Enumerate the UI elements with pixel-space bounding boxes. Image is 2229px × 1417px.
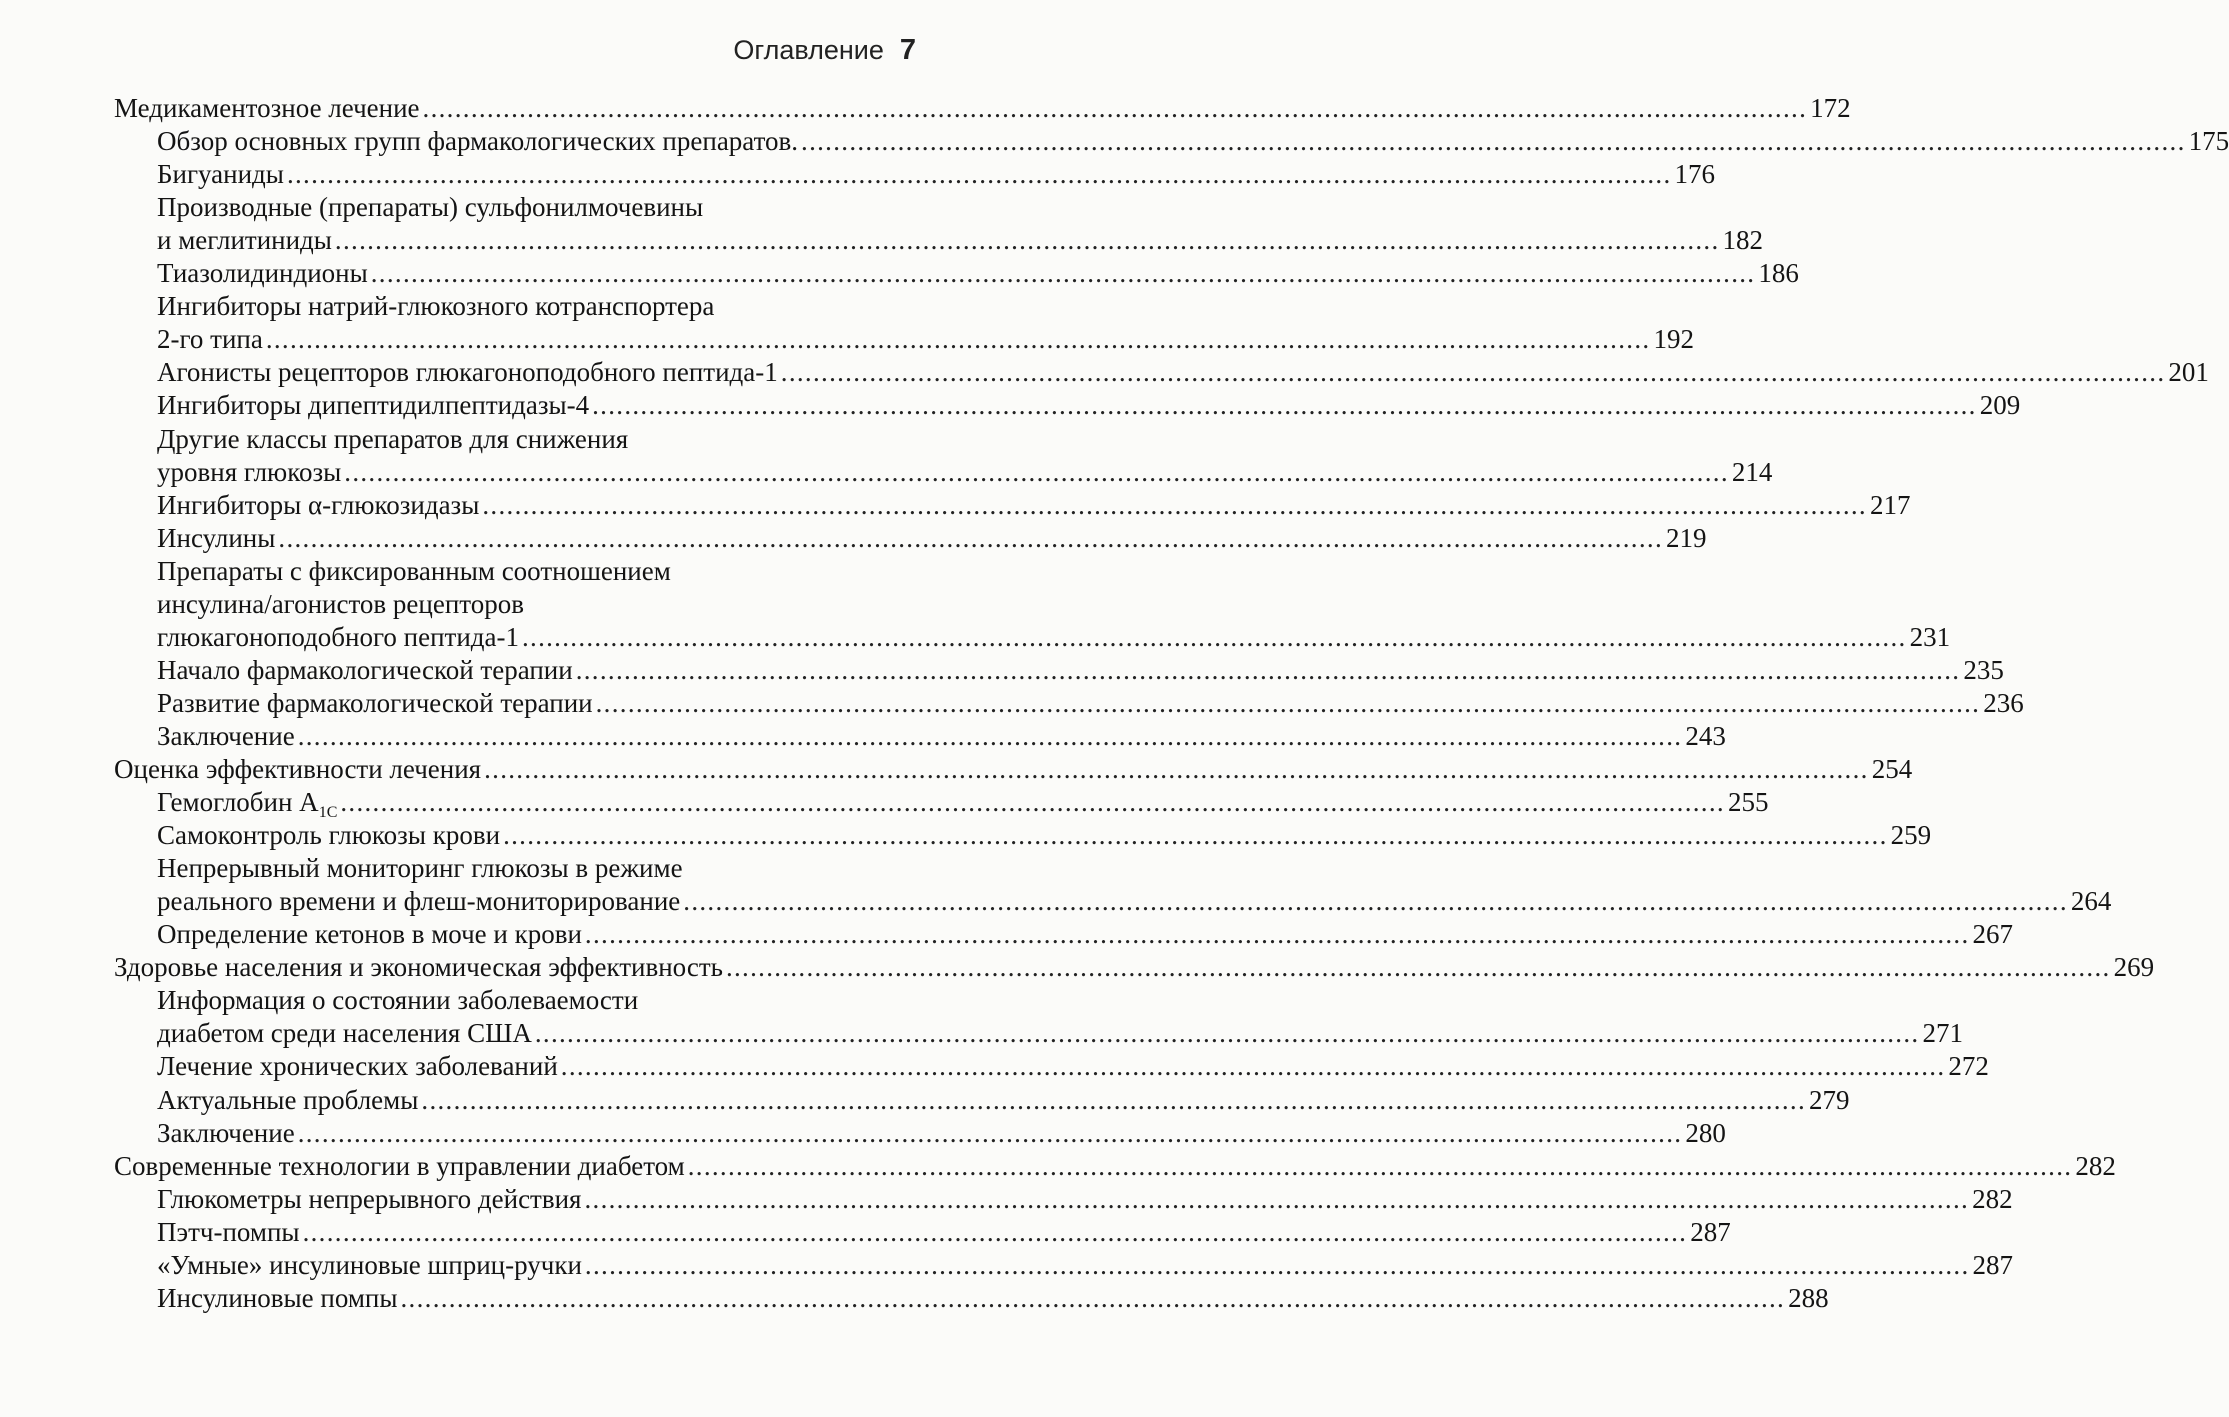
dot-leader: ............................................................................................................................................................................	[297, 1117, 1683, 1148]
toc-entry[interactable]	[0, 1050, 1989, 1083]
toc-entry[interactable]	[0, 852, 2112, 918]
page-number: 7	[899, 34, 916, 66]
toc-entry[interactable]	[0, 191, 1764, 257]
toc-page-number: 192	[1653, 324, 1694, 355]
toc-entry-title: Пэтч-помпы	[157, 1216, 300, 1247]
dot-leader: ............................................................................................................................................................................	[780, 357, 2166, 388]
toc-entry-title: Инсулины	[157, 522, 276, 553]
toc-entry[interactable]	[0, 654, 2004, 687]
toc-entry[interactable]	[0, 720, 1726, 753]
dot-leader: ............................................................................................................................................................................	[683, 886, 2068, 917]
toc-entry-title: Начало фармакологической терапии	[157, 654, 573, 685]
dot-leader: ............................................................................................................................................................................	[584, 1183, 1970, 1214]
toc-entry-title: Заключение	[157, 1117, 295, 1148]
dot-leader: ............................................................................................................................................................................	[595, 687, 1981, 718]
dot-leader: ............................................................................................................................................................................	[340, 787, 1725, 818]
toc-page-number: 255	[1727, 787, 1769, 818]
toc-page-number: 267	[1972, 919, 2014, 950]
toc-entry-title: Медикаментозное лечение	[114, 93, 420, 123]
toc-entry-title: уровня глюкозы	[157, 456, 342, 487]
dot-leader: ............................................................................................................................................................................	[584, 919, 1970, 950]
toc-entry[interactable]	[0, 125, 2229, 158]
toc-entry-title: Другие классы препаратов для снижения	[157, 423, 629, 454]
toc-entry-title: реального времени и флеш-мониторирование	[157, 886, 681, 917]
toc-entry[interactable]	[0, 687, 2024, 720]
toc-entry[interactable]	[0, 555, 1951, 654]
toc-page-number: 282	[2075, 1150, 2116, 1181]
dot-leader: ............................................................................................................................................................................	[400, 1282, 1786, 1313]
dot-leader: ............................................................................................................................................................................	[687, 1150, 2073, 1181]
toc-page-number: 287	[1690, 1216, 1731, 1247]
dot-leader: ............................................................................................................................................................................	[534, 1018, 1920, 1049]
toc-entry-title: Инсулиновые помпы	[157, 1282, 398, 1313]
toc-page-number: 209	[1979, 390, 2021, 421]
toc-page-number: 271	[1922, 1018, 1963, 1049]
dot-leader: ............................................................................................................................................................................	[265, 324, 1651, 355]
toc-entry-title: Препараты с фиксированным соотношением	[157, 555, 671, 586]
toc-entry-title: Ингибиторы α-глюкозидазы	[157, 489, 480, 520]
dot-leader: ............................................................................................................................................................................	[278, 522, 1664, 553]
toc-entry[interactable]	[0, 1216, 1731, 1249]
toc-entry-title: и меглитиниды	[157, 225, 332, 256]
toc-entry-title: Лечение хронических заболеваний	[157, 1051, 558, 1082]
toc-entry[interactable]	[0, 522, 1707, 555]
dot-leader: ............................................................................................................................................................................	[584, 1249, 1970, 1280]
toc-page-number: 219	[1666, 522, 1707, 553]
dot-leader: ............................................................................................................................................................................	[592, 390, 1977, 421]
toc-entry-title: Заключение	[157, 720, 295, 751]
toc-entry[interactable]	[0, 786, 1769, 822]
toc-entry-title: Гемоглобин $A_{1C}$	[157, 787, 338, 822]
toc-entry-title: диабетом среди населения США	[157, 1018, 532, 1049]
toc-entry[interactable]	[0, 489, 1911, 522]
toc-entry[interactable]	[0, 819, 1932, 852]
toc-entry[interactable]	[0, 918, 2014, 951]
dot-leader: ............................................................................................................................................................................	[344, 456, 1729, 487]
toc-page-number: 201	[2168, 357, 2209, 388]
dot-leader: ............................................................................................................................................................................	[560, 1051, 1946, 1082]
toc-page-number: 214	[1731, 456, 1773, 487]
toc-entry-title: Тиазолидиндионы	[157, 258, 368, 289]
toc-page-number: 182	[1722, 225, 1764, 256]
dot-leader: ............................................................................................................................................................................	[484, 754, 1869, 784]
dot-leader: ............................................................................................................................................................................	[286, 159, 1672, 190]
toc-entry-title: Бигуаниды	[157, 159, 284, 190]
dot-leader: ............................................................................................................................................................................	[334, 225, 1720, 256]
subscript: 1C	[318, 804, 338, 822]
toc-entry-title: Определение кетонов в моче и крови	[157, 919, 582, 950]
toc-entry-title: Агонисты рецепторов глюкагоноподобного пептида-1	[157, 357, 778, 388]
toc-page-number: 280	[1685, 1117, 1726, 1148]
toc-entry-title: Актуальные проблемы	[157, 1084, 419, 1115]
dot-leader: ............................................................................................................................................................................	[482, 489, 1867, 520]
toc-entry[interactable]	[0, 389, 2021, 422]
toc-page-number: 269	[2113, 952, 2155, 983]
dot-leader: ............................................................................................................................................................................	[521, 621, 1907, 652]
toc-entry[interactable]	[0, 1117, 1726, 1150]
toc-entry[interactable]	[0, 1282, 1829, 1315]
toc-page-number: 243	[1685, 720, 1726, 751]
running-header	[733, 34, 916, 67]
toc-page-number: 231	[1909, 621, 1951, 652]
toc-entry[interactable]	[0, 1150, 2116, 1183]
toc-page-number: 235	[1963, 654, 2004, 685]
dot-leader: ............................................................................................................................................................................	[801, 126, 2186, 157]
toc-entry[interactable]	[0, 753, 1913, 786]
toc-entry[interactable]	[0, 1183, 2013, 1216]
toc-entry-title: Глюкометры непрерывного действия	[157, 1183, 582, 1214]
dot-leader: ............................................................................................................................................................................	[297, 720, 1683, 751]
dot-leader: ............................................................................................................................................................................	[421, 1084, 1806, 1115]
toc-page-number: 176	[1674, 159, 1716, 190]
dot-leader: ............................................................................................................................................................................	[302, 1216, 1688, 1247]
toc-entry-title: Ингибиторы дипептидилпептидазы-4	[157, 390, 590, 421]
toc-entry-title: инсулина/агонистов рецепторов	[157, 588, 524, 619]
toc-entry-title: «Умные» инсулиновые шприц-ручки	[157, 1249, 582, 1280]
toc-entry[interactable]	[0, 158, 1716, 191]
toc-entry-title: Современные технологии в управлении диабетом	[114, 1150, 685, 1181]
toc-page-number: 282	[1972, 1183, 2013, 1214]
toc-entry-title: Здоровье населения и экономическая эффективность	[114, 952, 723, 983]
toc-page-number: 217	[1869, 489, 1911, 520]
dot-leader: ............................................................................................................................................................................	[575, 654, 1961, 685]
toc-page-number: 175	[2188, 126, 2229, 157]
toc-page-number: 236	[1983, 687, 2024, 718]
dot-leader: ............................................................................................................................................................................	[503, 820, 1888, 851]
toc-entry[interactable]	[0, 290, 1694, 356]
toc-entry-title: Непрерывный мониторинг глюкозы в режиме	[157, 853, 683, 884]
toc-entry-title: Информация о состоянии заболеваемости	[157, 985, 639, 1016]
toc-entry-title: Производные (препараты) сульфонилмочевины	[157, 192, 704, 223]
toc-entry-title: Ингибиторы натрий-глюкозного котранспортера	[157, 291, 715, 322]
toc-entry-title: 2-го типа	[157, 324, 263, 355]
toc-entry-title: глюкагоноподобного пептида-1	[157, 621, 519, 652]
toc-page-number: 172	[1810, 93, 1851, 123]
toc-entry[interactable]	[0, 356, 2209, 389]
toc-entry[interactable]	[0, 951, 2155, 984]
toc-entry-title: Самоконтроль глюкозы крови	[157, 820, 501, 851]
section-title: Оглавление	[733, 35, 884, 65]
toc-entry[interactable]	[0, 257, 1799, 290]
toc-page-number: 264	[2070, 886, 2112, 917]
toc-page-number: 287	[1972, 1249, 2014, 1280]
toc-entry[interactable]	[0, 423, 1773, 489]
toc-page-number: 279	[1809, 1084, 1850, 1115]
dot-leader: ............................................................................................................................................................................	[725, 952, 2111, 983]
toc-page-number: 288	[1788, 1282, 1829, 1313]
toc-entry[interactable]	[0, 984, 1963, 1050]
toc-page-number: 272	[1948, 1051, 1989, 1082]
toc-entry-title: Оценка эффективности лечения	[114, 754, 482, 784]
toc-entry[interactable]	[0, 92, 1851, 125]
toc-entry-title: Развитие фармакологической терапии	[157, 687, 593, 718]
dot-leader: ............................................................................................................................................................................	[370, 258, 1756, 289]
toc-entry-title: Обзор основных групп фармакологических препаратов.	[157, 126, 799, 157]
toc-entry[interactable]	[0, 1084, 1850, 1117]
dot-leader: ............................................................................................................................................................................	[422, 93, 1808, 123]
toc-page-number: 186	[1758, 258, 1799, 289]
toc-page-number: 259	[1890, 820, 1932, 851]
toc-page-number: 254	[1871, 754, 1913, 784]
toc-entry[interactable]	[0, 1249, 2014, 1282]
